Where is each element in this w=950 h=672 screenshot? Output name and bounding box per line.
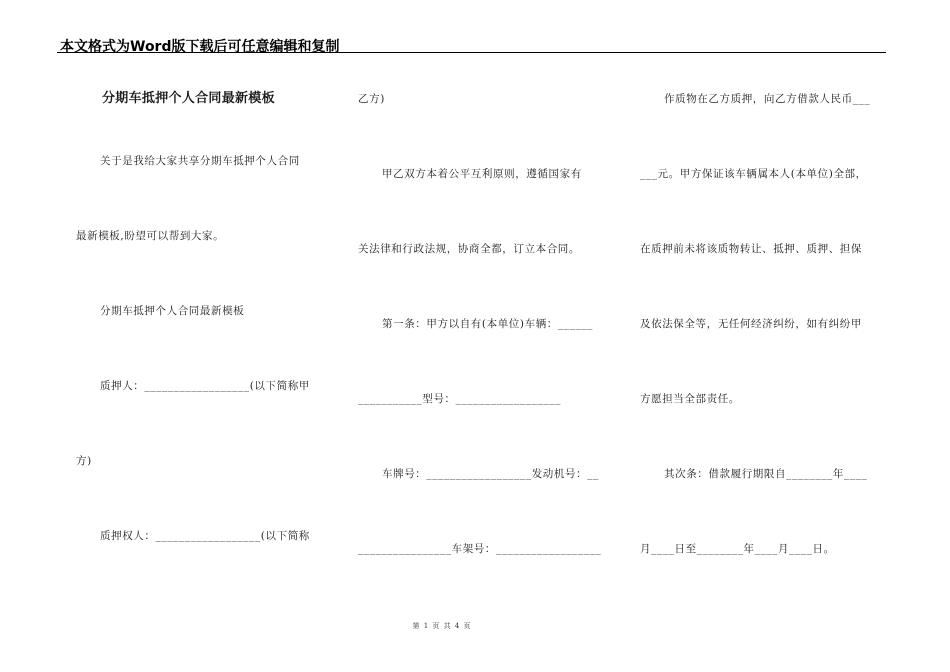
paragraph-line: 分期车抵押个人合同最新模板 — [100, 305, 245, 317]
paragraph-line: 及依法保全等，无任何经济纠纷，如有纠纷甲 — [640, 318, 862, 330]
paragraph-line: 在质押前未将该质物转让、抵押、质押、担保 — [640, 243, 862, 255]
paragraph-line: 作质物在乙方质押，向乙方借款人民币___ — [664, 93, 871, 105]
paragraph-line: 甲乙双方本着公平互利原则，遵循国家有 — [382, 168, 582, 180]
paragraph-line: 质押人：__________________(以下简称甲 — [100, 380, 310, 392]
text-column-3 — [640, 0, 890, 672]
text-column-2 — [358, 0, 608, 672]
paragraph-line: 车牌号：__________________发动机号：__ — [382, 468, 599, 480]
document-header: 本文格式为Word版下载后可任意编辑和复制 — [60, 39, 340, 55]
paragraph-line: 月____日至________年____月____日。 — [640, 543, 835, 555]
paragraph-line: 最新模板,盼望可以帮到大家。 — [76, 230, 225, 242]
paragraph-line: 关法律和行政法规，协商全都，订立本合同。 — [358, 243, 580, 255]
paragraph-line: 第一条：甲方以自有(本单位)车辆：______ — [382, 318, 593, 330]
paragraph-line: ________________车架号：__________________ — [358, 543, 602, 555]
text-column-1 — [76, 0, 320, 672]
paragraph-line: ___________型号：__________________ — [358, 393, 561, 405]
paragraph-line: 关于是我给大家共享分期车抵押个人合同 — [100, 155, 300, 167]
paragraph-line: 方愿担当全部责任。 — [640, 393, 740, 405]
paragraph-line: 质押权人：__________________(以下简称 — [100, 530, 310, 542]
document-title: 分期车抵押个人合同最新模板 — [102, 91, 275, 106]
paragraph-line: 乙方) — [358, 93, 385, 105]
page-number: 第 1 页 共 4 页 — [412, 622, 472, 630]
paragraph-line: 方) — [76, 455, 92, 467]
paragraph-line: ___元。甲方保证该车辆属本人(本单位)全部， — [640, 168, 867, 180]
paragraph-line: 其次条：借款履行期限自________年____ — [664, 468, 868, 480]
